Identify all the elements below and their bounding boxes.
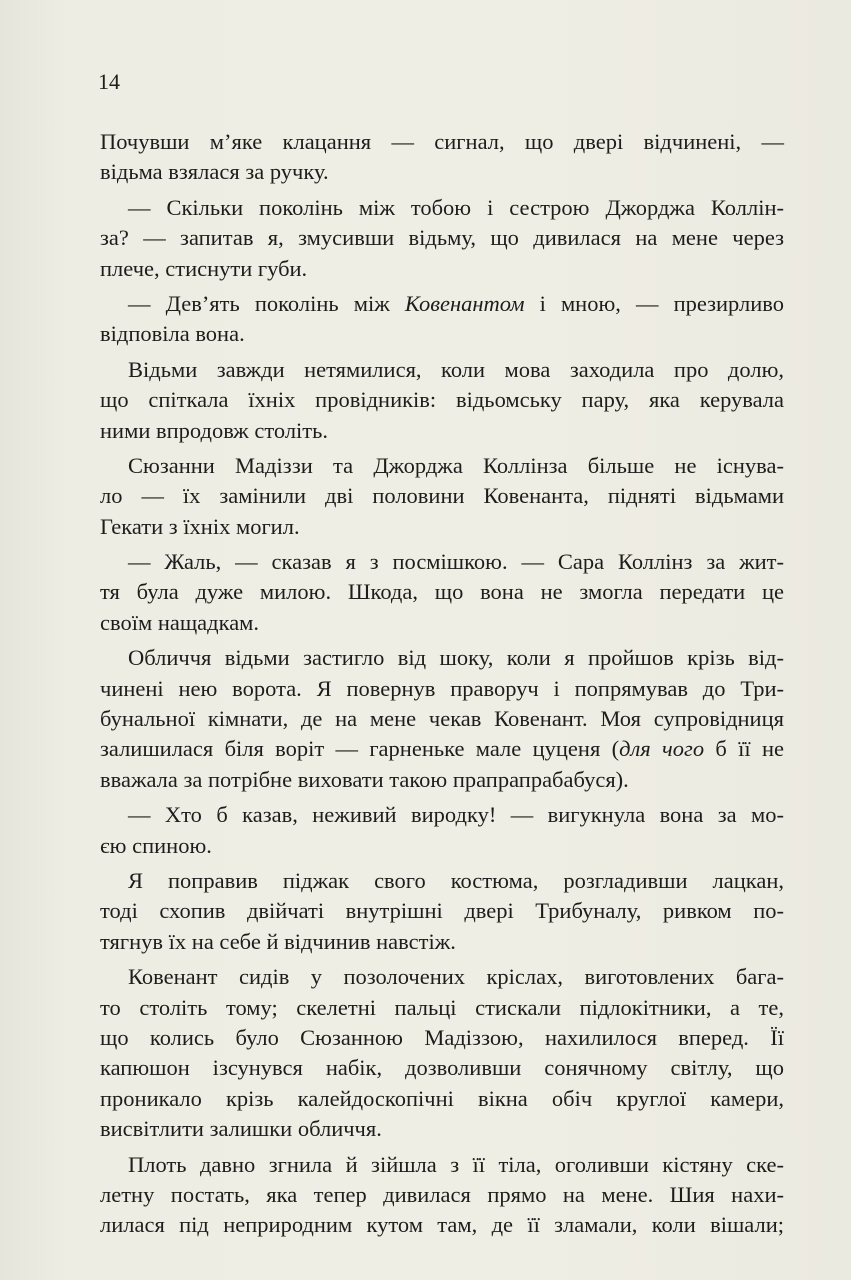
text-line: що колись було Сюзанною Мадіззою, нахилилося вперед. Її bbox=[100, 1024, 784, 1050]
page-number: 14 bbox=[98, 69, 120, 94]
text-line: то століть тому; скелетні пальці стискали підлокітники, а те, bbox=[100, 994, 784, 1020]
text-line: Ковенант сидів у позолочених кріслах, виготовлених бага- bbox=[128, 964, 784, 990]
italic-text: для чого bbox=[619, 736, 705, 762]
text-line: — Скільки поколінь між тобою і сестрою Джорджа Коллін- bbox=[128, 194, 784, 220]
text-line: за? — запитав я, змусивши відьму, що дивилася на мене через bbox=[100, 225, 784, 251]
body-text bbox=[100, 127, 784, 1241]
text-line: Плоть давно згнила й зійшла з її тіла, оголивши кістяну ске- bbox=[128, 1151, 784, 1177]
text-line: відьма взялася за ручку. bbox=[100, 159, 329, 185]
text-line bbox=[100, 734, 784, 764]
text-line: летну постать, яка тепер дивилася прямо на мене. Шия нахи- bbox=[100, 1181, 784, 1207]
text-line: — Жаль, — сказав я з посмішкою. — Сара Коллінз за жит- bbox=[128, 549, 784, 575]
text-line: ними впродовж століть. bbox=[100, 417, 329, 443]
text-segment: залишилася біля воріт — гарненьке мале цуценя ( bbox=[100, 736, 620, 762]
text-line: Гекати з їхніх могил. bbox=[100, 513, 300, 539]
italic-text: Ковенантом bbox=[404, 290, 525, 316]
text-line: ло — їх замінили дві половини Ковенанта, підняті відьмами bbox=[100, 483, 784, 509]
text-line: капюшон ізсунувся набік, дозволивши сонячному світлу, що bbox=[100, 1055, 784, 1081]
text-line: Обличчя відьми застигло від шоку, коли я пройшов крізь від- bbox=[128, 645, 784, 671]
text-line: Почувши м’яке клацання — сигнал, що двері відчинені, — bbox=[100, 129, 784, 154]
text-segment: б її не bbox=[704, 736, 784, 762]
text-line: єю спиною. bbox=[100, 832, 212, 858]
text-line: тя була дуже милою. Шкода, що вона не змогла передати це bbox=[100, 579, 784, 605]
text-line: плече, стиснути губи. bbox=[100, 255, 308, 281]
text-line: бунальної кімнати, де на мене чекав Ковенант. Моя супровідниця bbox=[100, 706, 784, 732]
text-line: вважала за потрібне виховати такою прапрапрабабуся). bbox=[100, 766, 629, 792]
text-line: Я поправив піджак свого костюма, розгладивши лацкан, bbox=[128, 867, 784, 893]
text-line: тягнув їх на себе й відчинив навстіж. bbox=[100, 928, 456, 954]
text-line: тоді схопив двійчаті внутрішні двері Трибуналу, ривком по- bbox=[100, 898, 784, 924]
text-line: чинені нею ворота. Я повернув праворуч і попрямував до Три- bbox=[100, 675, 784, 701]
text-line bbox=[100, 289, 784, 319]
text-line: Відьми завжди нетямилися, коли мова заходила про долю, bbox=[128, 356, 784, 382]
text-line: відповіла вона. bbox=[100, 321, 245, 347]
text-line: що спіткала їхніх провідників: відьомську пару, яка керувала bbox=[100, 387, 784, 413]
text-line: висвітлити залишки обличчя. bbox=[100, 1116, 382, 1142]
text-segment: і мною, — презирливо bbox=[524, 290, 784, 316]
text-line: лилася під неприродним кутом там, де її зламали, коли вішали; bbox=[100, 1212, 784, 1238]
text-line: — Хто б казав, неживий виродку! — вигукнула вона за мо- bbox=[128, 802, 784, 828]
text-line: проникало крізь калейдоскопічні вікна обіч круглої камери, bbox=[100, 1085, 784, 1111]
text-line: своїм нащадкам. bbox=[100, 609, 260, 635]
text-segment: — Дев’ять поколінь між bbox=[128, 290, 405, 316]
text-line: Сюзанни Мадіззи та Джорджа Коллінза більше не існува- bbox=[128, 452, 784, 478]
